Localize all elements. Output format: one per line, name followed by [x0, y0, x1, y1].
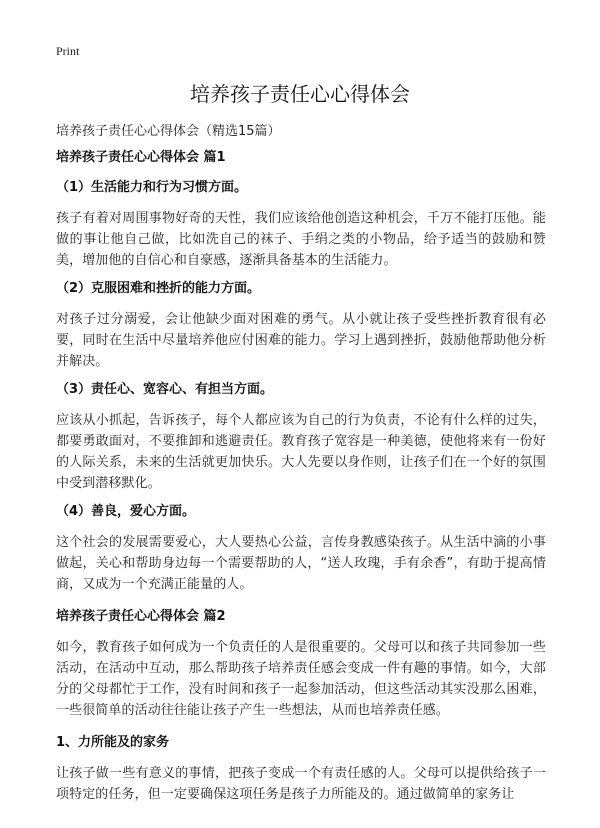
- article2-intro-paragraph: 如今，教育孩子如何成为一个负责任的人是很重要的。父母可以和孩子共同参加一些活动，在活动中互动，那么帮助孩子培养责任感会变成一件有趣的事情。如今，大部分的父母都忙于工作，没有时间和孩子一起参加活动，但这些活动其实没那么困难，一些很简单的活动往往能让孩子产生一些想法，从而也培养责任感。: [56, 640, 546, 718]
- section-heading: （4）善良，爱心方面。: [56, 504, 196, 519]
- section-paragraph: 让孩子做一些有意义的事情，把孩子变成一个有责任感的人。父母可以提供给孩子一项特定的任务，但一定要确保这项任务是孩子力所能及的。通过做简单的家务让: [56, 766, 546, 802]
- section-heading: 1、力所能及的家务: [56, 735, 170, 750]
- article-content: [56, 148, 546, 805]
- page-subtitle: 培养孩子责任心心得体会（精选15篇）: [56, 124, 281, 139]
- section-paragraph: 对孩子过分溺爱，会让他缺少面对困难的勇气。从小就让孩子受些挫折教育很有必要，同时在生活中尽量培养他应付困难的能力。学习上遇到挫折，鼓励他帮助他分析并解决。: [56, 312, 546, 369]
- section-heading: （2）克服困难和挫折的能力方面。: [56, 281, 261, 296]
- print-link[interactable]: Print: [56, 44, 80, 58]
- article2-heading: 培养孩子责任心心得体会 篇2: [56, 609, 226, 624]
- section-paragraph: 这个社会的发展需要爱心，大人要热心公益，言传身教感染孩子。从生活中滴的小事做起，关心和帮助身边每一个需要帮助的人，“送人玫瑰，手有余香”，有助于提高情商，又成为一个充满正能量的人。: [56, 535, 546, 592]
- section-heading: （1）生活能力和行为习惯方面。: [56, 180, 248, 195]
- article1-heading: 培养孩子责任心心得体会 篇1: [56, 150, 226, 165]
- section-paragraph: 孩子有着对周围事物好奇的天性，我们应该给他创造这种机会，千万不能打压他。能做的事让他自己做，比如洗自己的袜子、手绢之类的小物品，给予适当的鼓励和赞美，增加他的自信心和自豪感，逐渐具备基本的生活能力。: [56, 211, 546, 268]
- page-title: 培养孩子责任心心得体会: [190, 82, 410, 106]
- section-heading: （3）责任心、宽容心、有担当方面。: [56, 382, 274, 397]
- section-paragraph: 应该从小抓起，告诉孩子，每个人都应该为自己的行为负责，不论有什么样的过失，都要勇敢面对，不要推卸和逃避责任。教育孩子宽容是一种美德，使他将来有一份好的人际关系，未来的生活就更加快乐。大人先要以身作则，让孩子们在一个好的氛围中受到潜移默化。: [56, 413, 546, 491]
